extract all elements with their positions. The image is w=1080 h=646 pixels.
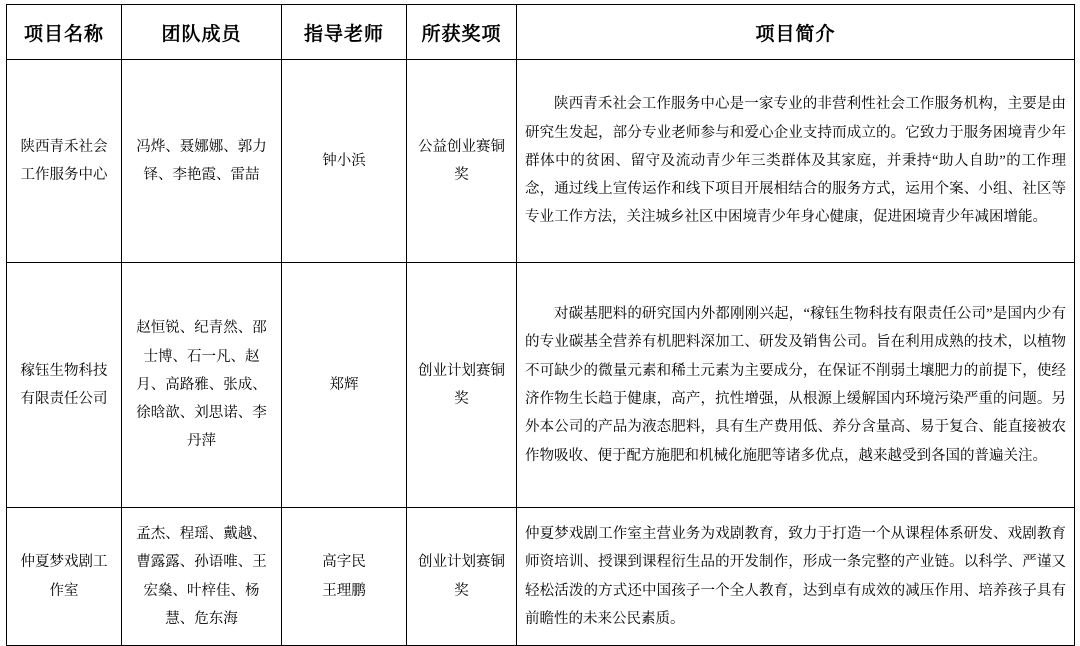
mentor-name-line-1: 高字民 [322, 554, 366, 571]
cell-mentor [282, 60, 407, 263]
cell-award: 创业计划赛铜奖 [407, 263, 517, 508]
column-header-award: 所获奖项 [407, 5, 517, 60]
table-row [7, 60, 1075, 263]
cell-description: 仲夏梦戏剧工作室主营业务为戏剧教育，致力于打造一个从课程体系研发、戏剧教育师资培训、授课到课程衍生品的开发制作，形成一条完整的产业链。以科学、严谨又轻松活泼的方式还中国孩子一个全人教育，达到卓有成效的减压作用、培养孩子具有前瞻性的未来公民素质。 [517, 508, 1075, 646]
cell-team-members: 孟杰、程瑶、戴越、曹露露、孙语唯、王宏燊、叶梓佳、杨慧、危东海 [122, 508, 282, 646]
cell-description: 对碳基肥料的研究国内外都刚刚兴起，“稼钰生物科技有限责任公司”是国内少有的专业碳基全营养有机肥料深加工、研发及销售公司。旨在利用成熟的技术，以植物不可缺少的微量元素和稀土元素为主要成分，在保证不削弱土壤肥力的前提下，使经济作物生长趋于健康，高产，抗性增强，从根源上缓解国内环境污染严重的问题。另外本公司的产品为液态肥料，具有生产费用低、养分含量高、易于复合、能直接被农作物吸收、便于配方施肥和机械化施肥等诸多优点，越来越受到各国的普遍关注。 [517, 263, 1075, 508]
cell-mentor [282, 263, 407, 508]
cell-project-name: 稼钰生物科技有限责任公司 [7, 263, 122, 508]
table-header-row [7, 5, 1075, 60]
table-header [7, 5, 1075, 60]
cell-team-members: 冯烨、聂娜娜、郭力铎、李艳霞、雷喆 [122, 60, 282, 263]
column-header-mentor: 指导老师 [282, 5, 407, 60]
column-header-project-name: 项目名称 [7, 5, 122, 60]
table-row [7, 263, 1075, 508]
table-body [7, 60, 1075, 646]
cell-award: 创业计划赛铜奖 [407, 508, 517, 646]
mentor-name-line-2: 王理鹏 [322, 582, 366, 599]
cell-project-name: 仲夏梦戏剧工作室 [7, 508, 122, 646]
column-header-team-members: 团队成员 [122, 5, 282, 60]
project-table [6, 4, 1075, 646]
cell-mentor [282, 508, 407, 646]
cell-description: 陕西青禾社会工作服务中心是一家专业的非营利性社会工作服务机构，主要是由研究生发起，部分专业老师参与和爱心企业支持而成立的。它致力于服务困境青少年群体中的贫困、留守及流动青少年三类群体及其家庭，并秉持“助人自助”的工作理念，通过线上宣传运作和线下项目开展相结合的服务方式，运用个案、小组、社区等专业工作方法，关注城乡社区中困境青少年身心健康，促进困境青少年减困增能。 [517, 60, 1075, 263]
column-header-description: 项目简介 [517, 5, 1075, 60]
cell-team-members: 赵恒锐、纪青然、邵士博、石一凡、赵月、高路雅、张成、徐晗歆、刘思诺、李丹萍 [122, 263, 282, 508]
mentor-name-line-1: 钟小浜 [322, 152, 366, 169]
cell-award: 公益创业赛铜奖 [407, 60, 517, 263]
mentor-name-line-1: 郑辉 [329, 376, 359, 393]
table-row [7, 508, 1075, 646]
cell-project-name: 陕西青禾社会工作服务中心 [7, 60, 122, 263]
